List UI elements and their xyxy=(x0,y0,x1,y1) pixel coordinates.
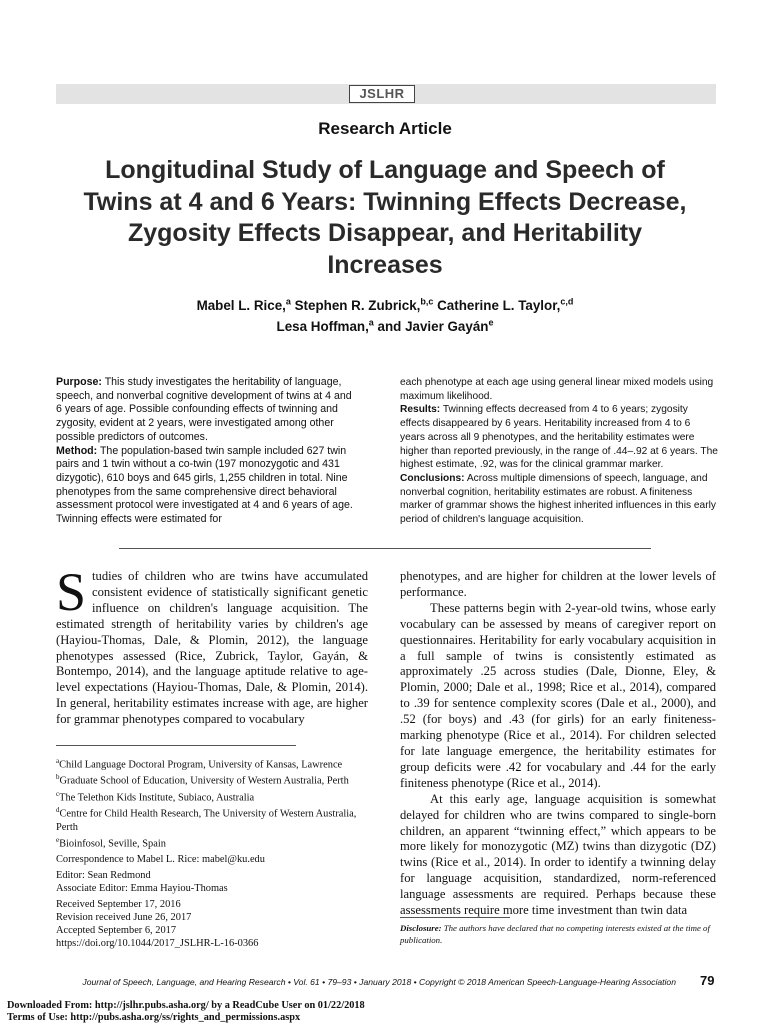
body-paragraph: At this early age, language acquisition is somewhat delayed for children who are twins compared to single-born children, an apparent “twinning effect,” which appears to be more likely for monozygotic (MZ) twins than dizygotic (DZ) twins (Rice et al., 2014). In order to identify a twinning delay for language acquisition, standardized, norm-referenced language assessments are required. Perhaps because these assessments require more time investment than twin data xyxy=(400,791,716,918)
body-paragraph: These patterns begin with 2-year-old twins, whose early vocabulary can be assessed by means of caregiver report on questionnaires. Heritability for early vocabulary acquisition in a full sample of twins is consistently estimated as approximately .25 across studies (Dale, Dionne, Eley, & Plomin, 2000; Dale et al., 1998; Rice et al., 2014), compared to .39 for sentence complexity scores (Dale et al., 2000), and .52 (for boys) and .43 (for girls) for an early finiteness-marking phenotype (Rice et al., 2014). For children selected for late language emergence, the heritability estimates for group deficits were .42 for vocabulary and .44 for the early finiteness phenotype (Rice et al., 2014). xyxy=(400,600,716,790)
intro-paragraph: Studies of children who are twins have accumulated consistent evidence of statistically significant genetic influence on children's language acquisition. The estimated strength of heritability varies by children's age (Hayiou-Thomas, Dale, & Plomin, 2012), the language phenotypes assessed (Rice, Zubrick, Taylor, Gayán, & Bontempo, 2014), and the language aptitude relative to age-level expectations (Hayiou-Thomas, Dale, & Plomin, 2014). In general, heritability estimates increase with age, are higher for grammar phenotypes compared to vocabulary xyxy=(56,562,368,727)
journal-badge: JSLHR xyxy=(349,85,415,103)
accepted-date: Accepted September 6, 2017 xyxy=(56,925,177,937)
author-list xyxy=(60,294,710,335)
affiliation: $^b$Graduate School of Education, University of Western Australia, Perth xyxy=(56,773,349,787)
abstract-method: Method: The population-based twin sample included 627 twin pairs and 1 twin without a co-twin (197 monozygotic and 431 dizygotic), 610 boys and 645 girls, 1,255 children in total. Nine phenotypes from the same comprehensive direct behavioral assessment protocol were investigated at 4 and 6 years of age. Twinning effects were estimated for xyxy=(56,444,353,526)
abstract-conclusions: Conclusions: Across multiple dimensions of speech, language, and nonverbal cognition, heritability estimates are robust. A finiteness marker of grammar shows the highest inherited influences in this early period of children's language acquisition. xyxy=(400,472,716,526)
body-right-column xyxy=(400,569,716,919)
affiliation: $^d$Centre for Child Health Research, The University of Western Australia, Perth xyxy=(56,806,357,833)
affiliation: $^a$Child Language Doctoral Program, University of Kansas, Lawrence xyxy=(56,757,343,771)
body-paragraph: phenotypes, and are higher for children at the lower levels of performance. xyxy=(400,569,716,599)
received-date: Received September 17, 2016 xyxy=(56,899,181,911)
abstract-method-continued: each phenotype at each age using general linear mixed models using maximum likelihood. xyxy=(400,377,714,402)
editor: Editor: Sean Redmond xyxy=(56,870,151,882)
abstract-divider xyxy=(119,548,651,549)
page-number: 79 xyxy=(700,973,715,988)
author: Stephen R. Zubrick,$^{b,c}$ xyxy=(294,297,434,314)
terms-of-use-line[interactable]: Terms of Use: http://pubs.asha.org/ss/rights_and_permissions.aspx xyxy=(7,1012,301,1023)
author: Mabel L. Rice,$^a$ xyxy=(196,297,291,314)
drop-cap: S xyxy=(56,562,87,622)
footer-citation: Journal of Speech, Language, and Hearing Research • Vol. 61 • 79–93 • January 2018 • Copyright © 2018 American Speech-Language-Hearing Association xyxy=(82,977,676,987)
abstract-purpose: Purpose: This study investigates the heritability of language, speech, and nonverbal cognitive development of twins at 4 and 6 years of age. Possible confounding effects of twinning and zygosity, evident at 2 years, were investigated among other possible predictors of outcomes. xyxy=(56,376,352,443)
article-type: Research Article xyxy=(318,119,452,138)
affiliation: $^e$Bioinfosol, Seville, Spain xyxy=(56,835,166,850)
download-line: Downloaded From: http://jslhr.pubs.asha.org/ by a ReadCube User on 01/22/2018 xyxy=(7,1000,365,1011)
abstract-left-column xyxy=(56,376,360,527)
disclosure-divider xyxy=(400,917,510,918)
author: and Javier Gayán$^e$ xyxy=(377,317,494,334)
abstract-right-column xyxy=(400,376,718,527)
download-notice xyxy=(7,1000,607,1024)
revision-date: Revision received June 26, 2017 xyxy=(56,912,192,924)
article-title: Longitudinal Study of Language and Speech of Twins at 4 and 6 Years: Twinning Effects Decrease, Zygosity Effects Disappear, and Heritability Increases xyxy=(83,156,687,279)
author: Lesa Hoffman,$^a$ xyxy=(276,317,374,334)
footnotes xyxy=(56,755,376,950)
abstract-results: Results: Twinning effects decreased from 4 to 6 years; zygosity effects disappeared by 6 years. Heritability increased from 4 to 6 years across all 9 phenotypes, and the heritability estimates were higher than reported previously, in the range of .44–.92 at 6 years. The highest estimate, .92, was for the clinical grammar marker. xyxy=(400,404,718,471)
doi-link[interactable]: https://doi.org/10.1044/2017_JSLHR-L-16-0366 xyxy=(56,938,259,950)
disclosure: Disclosure: The authors have declared that no competing interests existed at the time of publication. xyxy=(400,923,710,945)
author: Catherine L. Taylor,$^{c,d}$ xyxy=(437,297,574,314)
affiliation: $^c$The Telethon Kids Institute, Subiaco, Australia xyxy=(56,789,255,804)
body-left-column xyxy=(56,562,368,728)
footnote-divider xyxy=(56,745,296,746)
associate-editor: Associate Editor: Emma Hayiou-Thomas xyxy=(56,883,228,895)
correspondence: Correspondence to Mabel L. Rice: mabel@ku.edu xyxy=(56,854,265,866)
